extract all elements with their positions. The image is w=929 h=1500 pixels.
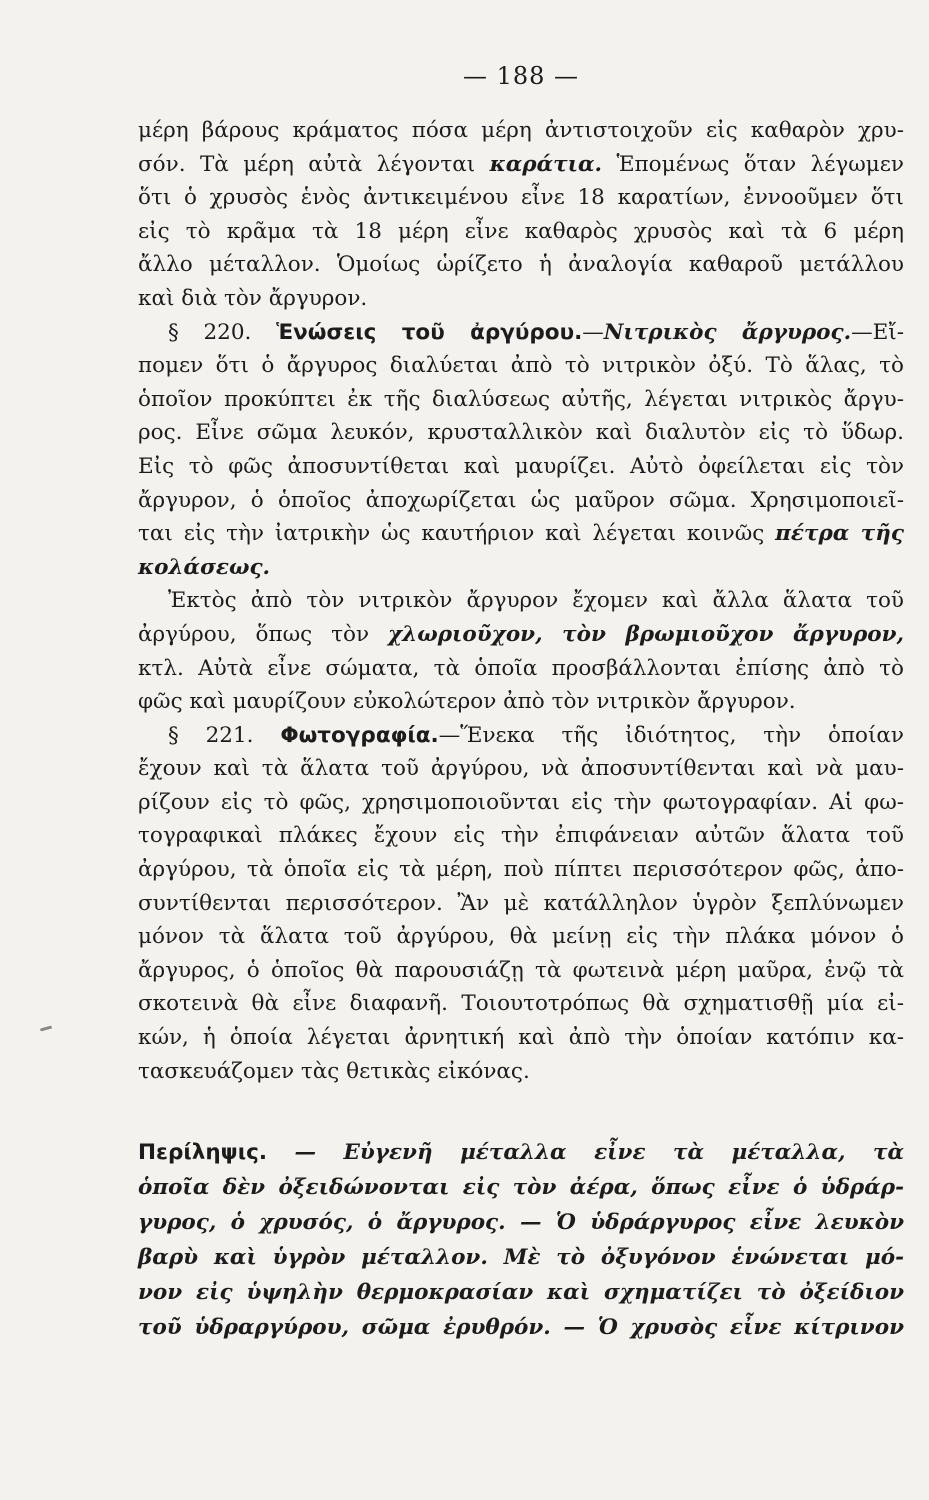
summary-first-line (138, 1136, 904, 1171)
text-line: ρος. Εἶνε σῶμα λευκόν, κρυσταλλικὸν καὶ διαλυτὸν εἰς τὸ ὕδωρ. (138, 420, 904, 446)
text-line: πομεν ὅτι ὁ ἄργυρος διαλύεται ἀπὸ τὸ νιτρικὸν ὀξύ. Τὸ ἅλας, τὸ (138, 353, 904, 379)
text-line: τογραφικαὶ πλάκες ἔχουν εἰς τὴν ἐπιφάνειαν αὐτῶν ἅλατα τοῦ (138, 823, 904, 849)
text-line: ται εἰς τὴν ἰατρικὴν ὡς καυτήριον καὶ λέγεται κοινῶς πέτρα τῆς (138, 521, 904, 547)
text-line: κών, ἡ ὁποία λέγεται ἀρνητική καὶ ἀπὸ τὴν ὁποίαν κατόπιν κα- (138, 1025, 904, 1051)
text-line: κτλ. Αὐτὰ εἶνε σώματα, τὰ ὁποῖα προσβάλλονται ἐπίσης ἀπὸ τὸ (138, 655, 904, 681)
text-line: εἰς τὸ κρᾶμα τὰ 18 μέρη εἶνε καθαρὸς χρυσὸς καὶ τὰ 6 μέρη (138, 218, 904, 244)
summary-line: ὁποῖα δὲν ὀξειδώνονται εἰς τὸν ἀέρα, ὅπως εἶνε ὁ ὑδράρ- (138, 1175, 904, 1201)
section-221 (138, 719, 904, 1089)
text-line: φῶς καὶ μαυρίζουν εὐκολώτερον ἀπὸ τὸν νιτρικὸν ἄργυρον. (138, 689, 796, 715)
page (138, 58, 904, 1346)
summary (138, 1136, 904, 1346)
section-220-dash: — (582, 319, 604, 345)
section-220-subtitle: Νιτρικὸς ἄργυρος. (603, 319, 852, 345)
summary-line: γυρος, ὁ χρυσός, ὁ ἄργυρος. — Ὁ ὑδράργυρος εἶνε λευκὸν (138, 1210, 904, 1236)
text-line: ἀργύρου, ὅπως τὸν χλωριοῦχον, τὸν βρωμιοῦχον ἄργυρον, (138, 621, 904, 647)
section-220-heading-line (138, 316, 904, 350)
summary-first-text: — Εὐγενῆ μέταλλα εἶνε τὰ μέταλλα, τὰ (267, 1140, 904, 1166)
summary-line: βαρὺ καὶ ὑγρὸν μέταλλον. Μὲ τὸ ὀξυγόνον ἑνώνεται μό- (138, 1245, 904, 1271)
text-line: ὁποῖον προκύπτει ἐκ τῆς διαλύσεως αὐτῆς, λέγεται νιτρικὸς ἄργυ- (138, 386, 904, 412)
summary-line: τοῦ ὑδραργύρου, σῶμα ἐρυθρόν. — Ὁ χρυσὸς εἶνε κίτρινον (138, 1315, 904, 1341)
text-line: ἄργυρον, ὁ ὁποῖος ἀποχωρίζεται ὡς μαῦρον σῶμα. Χρησιμοποιεῖ- (138, 487, 904, 513)
text-line: ἄργυρος, ὁ ὁποῖος θὰ παρουσιάζῃ τὰ φωτεινὰ μέρη μαῦρα, ἐνῷ τὰ (138, 957, 904, 983)
section-221-title: Φωτογραφία. (280, 722, 439, 748)
text-line: ἀργύρου, τὰ ὁποῖα εἰς τὰ μέρη, ποὺ πίπτει περισσότερον φῶς, ἀπο- (138, 857, 904, 883)
text-line: ρίζουν εἰς τὸ φῶς, χρησιμοποιοῦνται εἰς τὴν φωτογραφίαν. Αἱ φω- (138, 789, 904, 815)
text-line: σκοτεινὰ θὰ εἶνε διαφανῆ. Τοιουτοτρόπως θὰ σχηματισθῇ μία εἰ- (138, 991, 904, 1017)
text-line: μέρη βάρους κράματος πόσα μέρη ἀντιστοιχοῦν εἰς καθαρὸν χρυ- (138, 118, 904, 143)
text-line: συντίθενται περισσότερον. Ἂν μὲ κατάλληλον ὑγρὸν ξεπλύνωμεν (138, 890, 904, 916)
section-220-number: § 220. (168, 319, 277, 345)
section-220-first-text: —Εἴ- (851, 319, 904, 345)
text-line: μόνον τὰ ἅλατα τοῦ ἀργύρου, θὰ μείνῃ εἰς τὴν πλάκα μόνον ὁ (138, 924, 904, 950)
section-220-title: Ἑνώσεις τοῦ ἀργύρου. (276, 319, 583, 345)
text-line: ἔχουν καὶ τὰ ἅλατα τοῦ ἀργύρου, νὰ ἀποσυντίθενται καὶ νὰ μαυ- (138, 756, 904, 782)
section-220-last-line: κολάσεως. (138, 554, 271, 580)
page-number: — 188 — (462, 62, 580, 90)
text-line: ἄλλο μέταλλον. Ὁμοίως ὡρίζετο ἡ ἀναλογία καθαροῦ μετάλλου (138, 252, 904, 278)
text-line: Εἰς τὸ φῶς ἀποσυντίθεται καὶ μαυρίζει. Αὐτὸ ὀφείλεται εἰς τὸν (138, 453, 904, 479)
text-line: ὅτι ὁ χρυσὸς ἑνὸς ἀντικειμένου εἶνε 18 καρατίων, ἐννοοῦμεν ὅτι (138, 185, 904, 211)
summary-line: νον εἰς ὑψηλὴν θερμοκρασίαν καὶ σχηματίζει τὸ ὀξείδιον (138, 1280, 904, 1306)
text-line: σόν. Τὰ μέρη αὐτὰ λέγονται καράτια. Ἑπομένως ὅταν λέγωμεν (138, 151, 904, 177)
summary-heading: Περίληψις. (138, 1140, 267, 1166)
section-221-last-line: τασκευάζομεν τὰς θετικὰς εἰκόνας. (138, 1058, 530, 1084)
section-221-heading-line (138, 719, 904, 753)
margin-mark (40, 1025, 52, 1031)
section-220 (138, 316, 904, 585)
paragraph-karat (138, 114, 904, 316)
text-line: Ἐκτὸς ἀπὸ τὸν νιτρικὸν ἄργυρον ἔχομεν καὶ ἄλλα ἅλατα τοῦ (168, 588, 904, 614)
section-221-first-text: —Ἕνεκα τῆς ἰδιότητος, τὴν ὁποίαν (438, 722, 904, 748)
section-221-number: § 221. (168, 722, 281, 748)
text-line: καὶ διὰ τὸν ἄργυρον. (138, 285, 368, 311)
paragraph-other-salts (138, 584, 904, 718)
